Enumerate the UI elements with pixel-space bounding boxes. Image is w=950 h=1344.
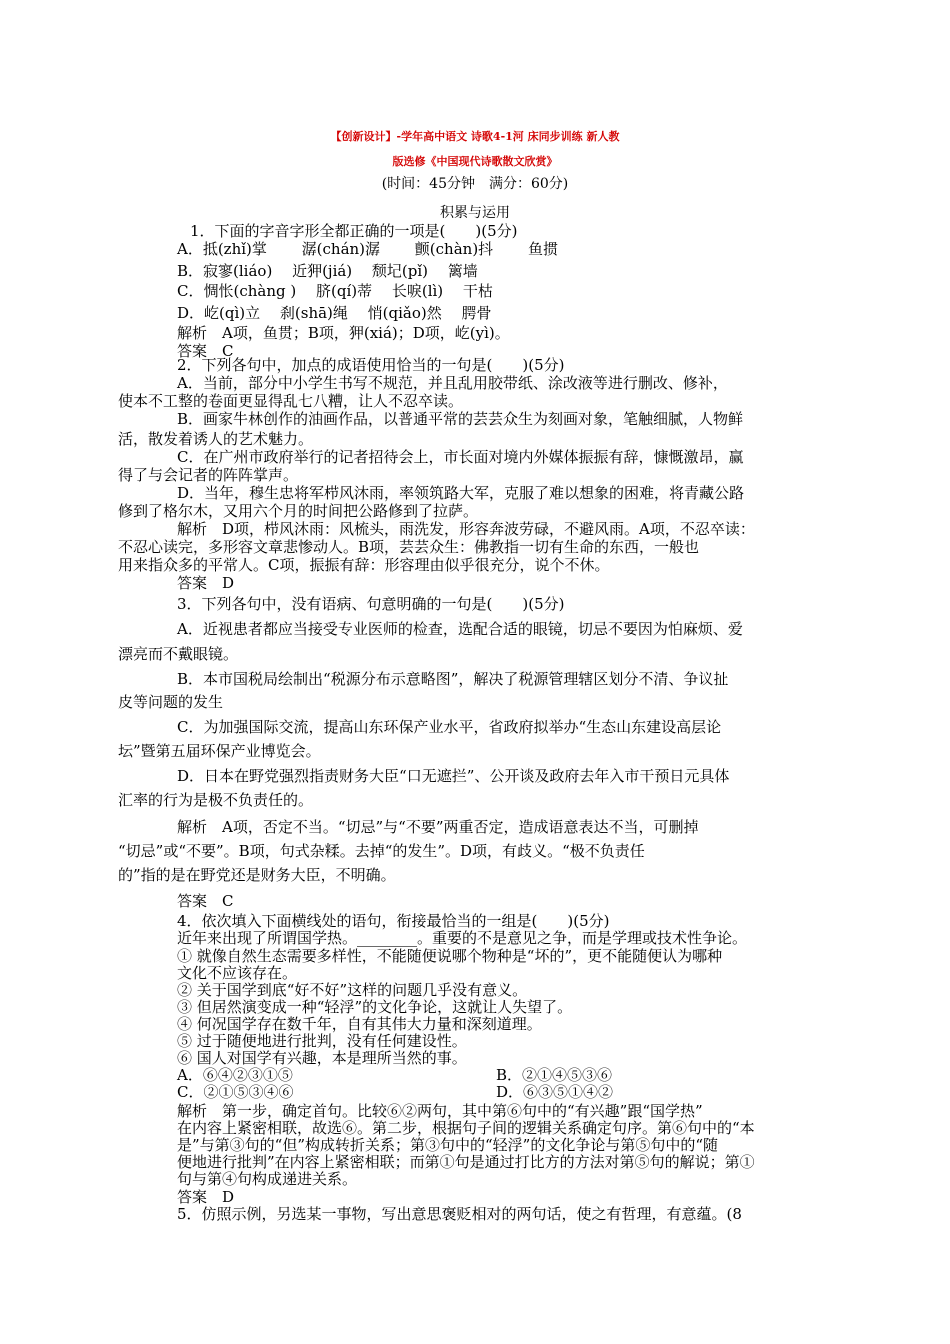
q4-option-d: D．⑥③⑤①④② [496, 1083, 614, 1101]
q4-answer: 答案 D [177, 1188, 235, 1206]
q1-analysis: 解析 A项，鱼贯；B项，狎(xiá)；D项，屹(yì)。 [177, 324, 510, 342]
q3-line: D．日本在野党强烈指责财务大臣“口无遮拦”、公开谈及政府去年入市干预日元具体 [177, 767, 730, 785]
time-and-score: (时间：45分钟 满分：60分) [381, 176, 569, 192]
q2-line: A．当前，部分中小学生书写不规范，并且乱用胶带纸、涂改液等进行删改、修补， [177, 374, 728, 392]
q2-analysis: 不忍心读完，多形容文章悲惨动人。B项，芸芸众生：佛教指一切有生命的东西，一般也 [118, 538, 700, 556]
q3-analysis: 解析 A项，否定不当。“切忌”与“不要”两重否定，造成语意表达不当，可删掉 [177, 818, 699, 836]
q4-line: ⑥ 国人对国学有兴趣，本是理所当然的事。 [177, 1049, 467, 1067]
q2-line: 活，散发着诱人的艺术魅力。 [118, 430, 314, 448]
q3-line: A．近视患者都应当接受专业医师的检查，选配合适的眼镜，切忌不要因为怕麻烦、爱 [177, 620, 743, 638]
q5-stem: 5．仿照示例，另选某一事物，写出意思褒贬相对的两句话，使之有哲理，有意蕴。(8 [177, 1205, 742, 1223]
q4-analysis: 是”与第③句的“但”构成转折关系；第③句中的“轻浮”的文化争论与第⑤句中的“随 [177, 1136, 719, 1154]
q2-line: 使本不工整的卷面更显得乱七八糟，让人不忍卒读。 [118, 392, 464, 410]
q2-line: B．画家牛林创作的油画作品，以普通平常的芸芸众生为刻画对象，笔触细腻，人物鲜 [177, 410, 744, 428]
q3-line: B．本市国税局绘制出“税源分布示意略图”，解决了税源管理辖区划分不清、争议扯 [177, 670, 729, 688]
q4-line: 近年来出现了所谓国学热。________。重要的不是意见之争，而是学理或技术性争论。 [177, 929, 748, 947]
q4-line: ④ 何况国学存在数千年，自有其伟大力量和深刻道理。 [177, 1015, 542, 1033]
q4-stem: 4．依次填入下面横线处的语句，衔接最恰当的一组是( )(5分) [177, 912, 610, 930]
q2-line: 修到了格尔木，又用六个月的时间把公路修到了拉萨。 [118, 502, 479, 520]
q4-line: ② 关于国学到底“好不好”这样的问题几乎没有意义。 [177, 981, 528, 999]
q4-analysis: 句与第④句构成递进关系。 [177, 1170, 358, 1188]
q2-analysis: 解析 D项，栉风沐雨：风梳头，雨洗发，形容奔波劳碌，不避风雨。A项，不忍卒读： [177, 520, 755, 538]
q3-stem: 3．下列各句中，没有语病、句意明确的一句是( )(5分) [177, 595, 565, 613]
q4-line: ⑤ 过于随便地进行批判，没有任何建设性。 [177, 1032, 467, 1050]
q3-line: 皮等问题的发生 [118, 693, 224, 711]
q3-line: 坛”暨第五届环保产业博览会。 [118, 742, 321, 760]
q1-option-a: A．抵(zhǐ)掌 潺(chán)潺 颤(chàn)抖 鱼掼 [177, 240, 558, 258]
q4-analysis: 解析 第一步，确定首句。比较⑥②两句，其中第⑥句中的“有兴趣”跟“国学热” [177, 1102, 703, 1120]
q3-line: 漂亮而不戴眼镜。 [118, 645, 239, 663]
q4-analysis: 在内容上紧密相联，故选⑥。第二步，根据句子间的逻辑关系确定句序。第⑥句中的“本 [177, 1119, 755, 1137]
q2-stem: 2．下列各句中，加点的成语使用恰当的一句是( )(5分) [177, 356, 565, 374]
q2-line: C．在广州市政府举行的记者招待会上，市长面对境内外媒体振振有辞，慷慨激昂，赢 [177, 448, 744, 466]
q3-line: 汇率的行为是极不负责任的。 [118, 791, 314, 809]
q1-option-c: C．惆怅(chàng ) 脐(qí)蒂 长唳(lì) 干枯 [177, 282, 493, 300]
q4-line: ① 就像自然生态需要多样性，不能随便说哪个物种是“坏的”，更不能随便认为哪种 [177, 947, 723, 965]
q4-line: ③ 但居然演变成一种“轻浮”的文化争论，这就让人失望了。 [177, 998, 573, 1016]
q2-line: D．当年，穆生忠将军栉风沐雨，率领筑路大军，克服了难以想象的困难，将青藏公路 [177, 484, 745, 502]
q2-line: 得了与会记者的阵阵掌声。 [118, 466, 299, 484]
q3-line: C．为加强国际交流，提高山东环保产业水平，省政府拟举办“生态山东建设高层论 [177, 718, 722, 736]
q3-answer: 答案 C [177, 892, 234, 910]
q4-option-c: C．②①⑤③④⑥ [177, 1083, 294, 1101]
section-heading: 积累与运用 [440, 205, 510, 221]
q3-analysis: 的”指的是在野党还是财务大臣，不明确。 [118, 866, 396, 884]
q1-option-b: B．寂寥(liáo) 近狎(jiá) 颓圮(pǐ) 篱墙 [177, 262, 478, 280]
q4-option-b: B．②①④⑤③⑥ [496, 1066, 613, 1084]
q4-option-a: A．⑥④②③①⑤ [177, 1066, 293, 1084]
q4-analysis: 便地进行批判”在内容上紧密相联；而第①句是通过打比方的方法对第⑤句的解说；第① [177, 1153, 755, 1171]
q3-analysis: “切忌”或“不要”。B项，句式杂糅。去掉“的发生”。D项，有歧义。“极不负责任 [118, 842, 645, 860]
q1-answer: 答案 C [177, 342, 234, 360]
document-title-line-2: 版选修《中国现代诗歌散文欣赏》 [392, 155, 558, 168]
q4-line: 文化不应该存在。 [177, 964, 298, 982]
q2-analysis: 用来指众多的平常人。C项，振振有辞：形容理由似乎很充分，说个不休。 [118, 556, 610, 574]
q2-answer: 答案 D [177, 574, 235, 592]
q1-stem: 1．下面的字音字形全都正确的一项是( )(5分) [190, 222, 518, 240]
document-title-line-1: 【创新设计】-学年高中语文 诗歌4-1河 床同步训练 新人教 [330, 130, 620, 143]
q1-option-d: D．屹(qì)立 刹(shā)绳 悄(qiǎo)然 腭骨 [177, 304, 492, 322]
